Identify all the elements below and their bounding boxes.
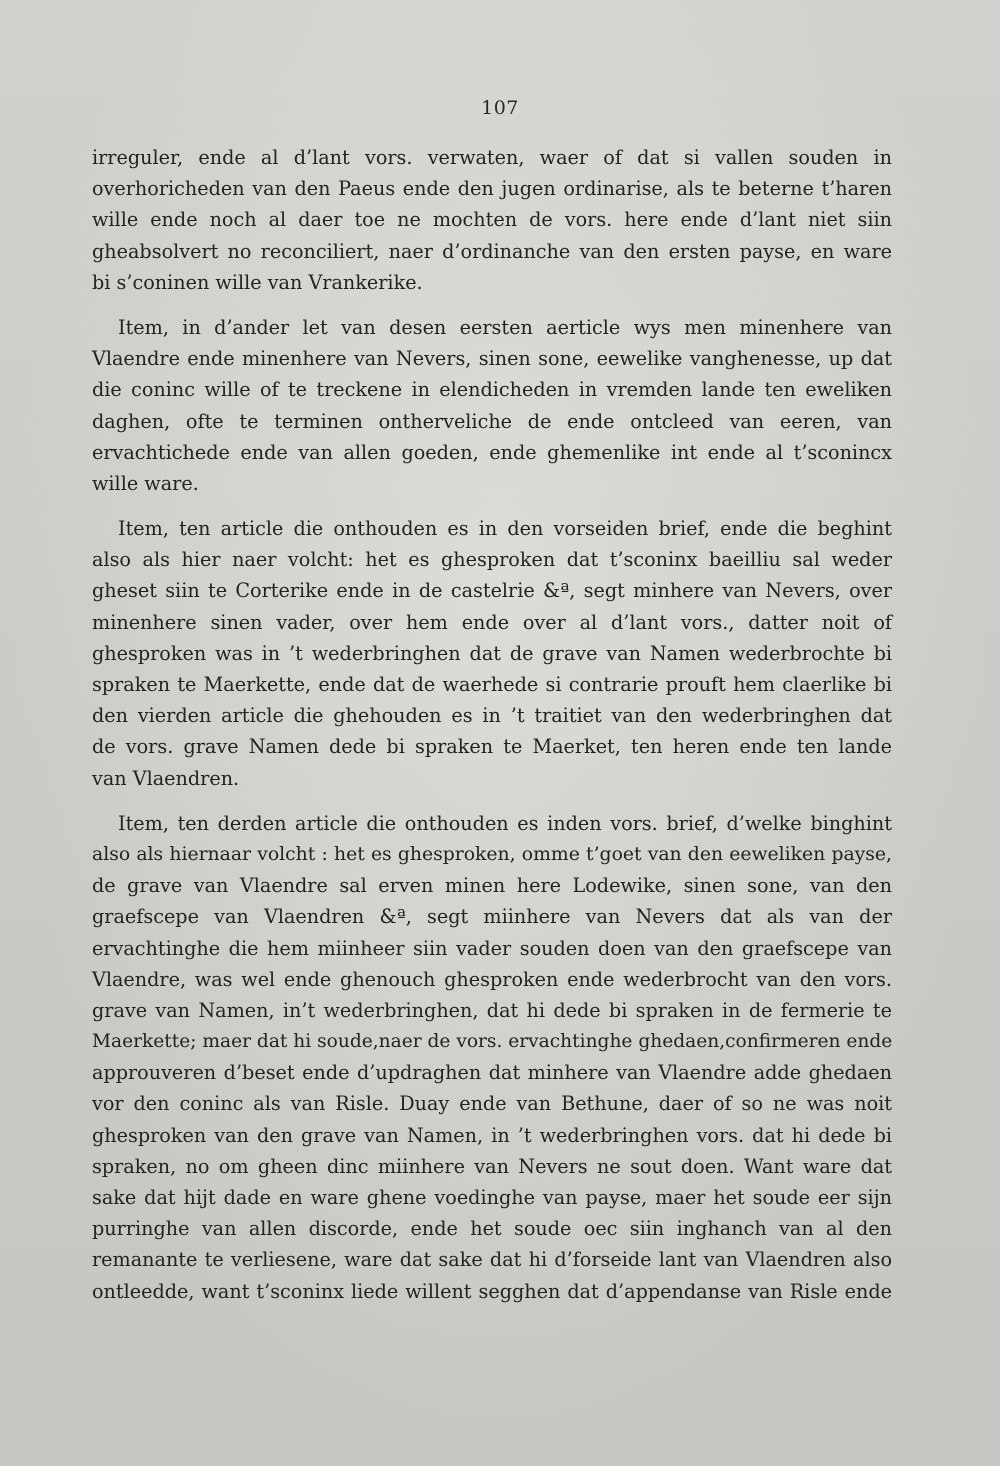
page-number: 107 — [481, 97, 519, 119]
text-line: purringhe van allen discorde, ende het soude oec siin inghanch van al den — [92, 1217, 892, 1241]
text-line: ervachtichede ende van allen goeden, ende ghemenlike int ende al t’sconincx — [92, 440, 892, 464]
text-line: sake dat hijt dade en ware ghene voedinghe van payse, maer het soude eer sijn — [92, 1186, 892, 1209]
paragraph-2 — [92, 312, 892, 499]
text-line: spraken te Maerkette, ende dat de waerhede si contrarie prouft hem claerlike bi — [92, 673, 892, 696]
text-line: Maerkette; maer dat hi soude,naer de vors. ervachtinghe ghedaen,confirmeren ende — [92, 1031, 893, 1053]
text-line: Vlaendre ende minenhere van Nevers, sinen sone, eewelike vanghenesse, up dat — [92, 347, 892, 371]
text-line: ervachtinghe die hem miinheer siin vader souden doen van den graefscepe van — [92, 936, 892, 960]
text-line: remanante te verliesene, ware dat sake dat hi d’forseide lant van Vlaendren also — [92, 1248, 892, 1272]
text-line: irreguler, ende al d’lant vors. verwaten, waer of dat si vallen souden in — [92, 146, 892, 169]
text-line: de grave van Vlaendre sal erven minen here Lodewike, sinen sone, van den — [92, 874, 892, 898]
text-line: gheabsolvert no reconciliert, naer d’ordinanche van den ersten payse, en ware — [92, 239, 892, 263]
paragraph-4 — [92, 808, 892, 1307]
text-line: spraken, no om gheen dinc miinhere van Nevers ne sout doen. Want ware dat — [92, 1154, 892, 1178]
text-line: Item, ten derden article die onthouden es inden vors. brief, d’welke binghint — [118, 811, 892, 835]
text-line: ghesproken was in ’t wederbringhen dat de grave van Namen wederbrochte bi — [92, 641, 892, 665]
text-line: wille ware. — [92, 471, 199, 495]
paragraph-1 — [92, 142, 892, 298]
text-line: minenhere sinen vader, over hem ende over al d’lant vors., datter noit of — [92, 610, 892, 634]
text-line: Vlaendre, was wel ende ghenouch ghesproken ende wederbrocht van den vors. — [92, 967, 892, 991]
text-line: vor den coninc als van Risle. Duay ende van Bethune, daer of so ne was noit — [92, 1092, 892, 1116]
text-line: die coninc wille of te treckene in elendicheden in vremden lande ten eweliken — [92, 378, 892, 402]
text-line: Item, in d’ander let van desen eersten aerticle wys men minenhere van — [118, 315, 892, 339]
text-line: gheset siin te Corterike ende in de castelrie &ª, segt minhere van Nevers, over — [92, 579, 892, 603]
text-line: ontleedde, want t’sconinx liede willent segghen dat d’appendanse van Risle ende — [92, 1279, 892, 1303]
text-line: approuveren d’beset ende d’updraghen dat minhere van Vlaendre adde ghedaen — [92, 1061, 892, 1085]
text-line: grave van Namen, in’t wederbringhen, dat hi dede bi spraken in de fermerie te — [92, 998, 892, 1022]
text-line: overhoricheden van den Paeus ende den jugen ordinarise, als te beterne t’haren — [92, 177, 892, 201]
text-line: Item, ten article die onthouden es in den vorseiden brief, ende die beghint — [118, 517, 892, 541]
paragraph-3 — [92, 513, 892, 794]
body-text — [92, 142, 892, 1307]
text-line: graefscepe van Vlaendren &ª, segt miinhere van Nevers dat als van der — [92, 905, 892, 929]
text-line: daghen, ofte te terminen ontherveliche de ende ontcleed van eeren, van — [92, 409, 892, 433]
text-line: also als hiernaar volcht : het es ghesproken, omme t’goet van den eeweliken payse, — [92, 843, 892, 865]
text-line: bi s’coninen wille van Vrankerike. — [92, 270, 423, 294]
text-line: wille ende noch al daer toe ne mochten de vors. here ende d’lant niet siin — [92, 208, 892, 232]
text-line: de vors. grave Namen dede bi spraken te Maerket, ten heren ende ten lande — [92, 735, 892, 759]
text-line: also als hier naer volcht: het es ghesproken dat t’sconinx baeilliu sal weder — [92, 548, 892, 572]
text-line: van Vlaendren. — [92, 766, 240, 790]
text-line: den vierden article die ghehouden es in ’t traitiet van den wederbringhen dat — [92, 704, 892, 728]
text-line: ghesproken van den grave van Namen, in ’t wederbringhen vors. dat hi dede bi — [92, 1123, 892, 1147]
